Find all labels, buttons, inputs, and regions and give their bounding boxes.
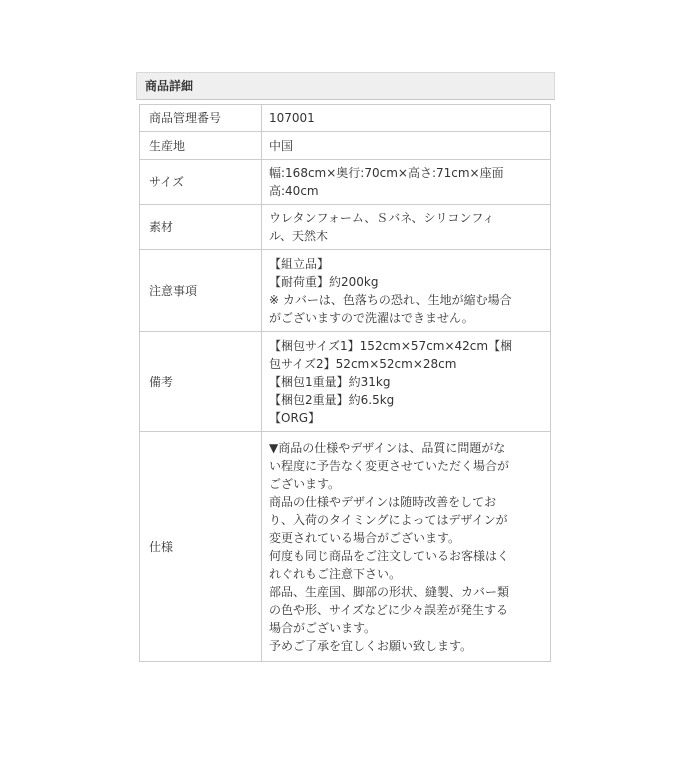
row-label: 生産地: [140, 132, 262, 160]
row-label: 備考: [140, 332, 262, 432]
value-line: 商品の仕様やデザインは随時改善をしてお: [269, 494, 497, 509]
value-line: 【耐荷重】約200kg: [269, 274, 379, 289]
row-label: サイズ: [140, 160, 262, 205]
table-row: [140, 205, 551, 250]
value-line: 【ORG】: [269, 410, 321, 425]
value-line: がございますので洗濯はできません。: [269, 310, 474, 325]
value-line: 何度も同じ商品をご注文しているお客様はく: [269, 548, 510, 563]
value-line: 場合がございます。: [269, 620, 377, 635]
row-label: 素材: [140, 205, 262, 250]
row-value: [262, 105, 551, 132]
value-line: 【梱包サイズ1】152cm×57cm×42cm【梱: [269, 338, 513, 353]
row-label: 仕様: [140, 432, 262, 662]
value-line: れぐれもご注意下さい。: [269, 566, 402, 581]
row-value: [262, 132, 551, 160]
value-line: 【梱包2重量】約6.5kg: [269, 392, 395, 407]
value-line: 変更されている場合がございます。: [269, 530, 461, 545]
value-line: 【組立品】: [269, 256, 330, 271]
table-row: [140, 332, 551, 432]
value-line: 高:40cm: [269, 184, 319, 198]
section-title: 商品詳細: [145, 79, 194, 93]
table-row: [140, 105, 551, 132]
value-line: 部品、生産国、脚部の形状、縫製、カバー類: [269, 584, 510, 599]
value-line: 幅:168cm×奥行:70cm×高さ:71cm×座面: [269, 166, 504, 180]
value-line: の色や形、サイズなどに少々誤差が発生する: [269, 602, 509, 617]
value-line: 107001: [269, 111, 315, 125]
value-line: ル、天然木: [269, 229, 329, 243]
table-row: [140, 250, 551, 332]
value-line: ▼商品の仕様やデザインは、品質に問題がな: [269, 440, 506, 455]
table-row: [140, 160, 551, 205]
section-header: [136, 72, 555, 100]
row-value: [262, 332, 551, 432]
value-line: 中国: [269, 138, 294, 153]
row-label: 商品管理番号: [140, 105, 262, 132]
value-line: 予めご了承を宜しくお願い致します。: [269, 638, 473, 653]
row-value: [262, 250, 551, 332]
product-detail-table: [139, 104, 551, 662]
row-label: 注意事項: [140, 250, 262, 332]
row-value: [262, 160, 551, 205]
row-value: [262, 432, 551, 662]
table-row: [140, 132, 551, 160]
value-line: 【梱包1重量】約31kg: [269, 374, 391, 389]
value-line: い程度に予告なく変更させていただく場合が: [269, 458, 510, 473]
value-line: ございます。: [269, 476, 341, 491]
value-line: ※ カバーは、色落ちの恐れ、生地が縮む場合: [269, 292, 512, 307]
value-line: ウレタンフォーム、Ｓバネ、シリコンフィ: [269, 211, 495, 225]
table-row: [140, 432, 551, 662]
value-line: 包サイズ2】52cm×52cm×28cm: [269, 356, 457, 371]
row-value: [262, 205, 551, 250]
value-line: り、入荷のタイミングによってはデザインが: [269, 512, 508, 527]
